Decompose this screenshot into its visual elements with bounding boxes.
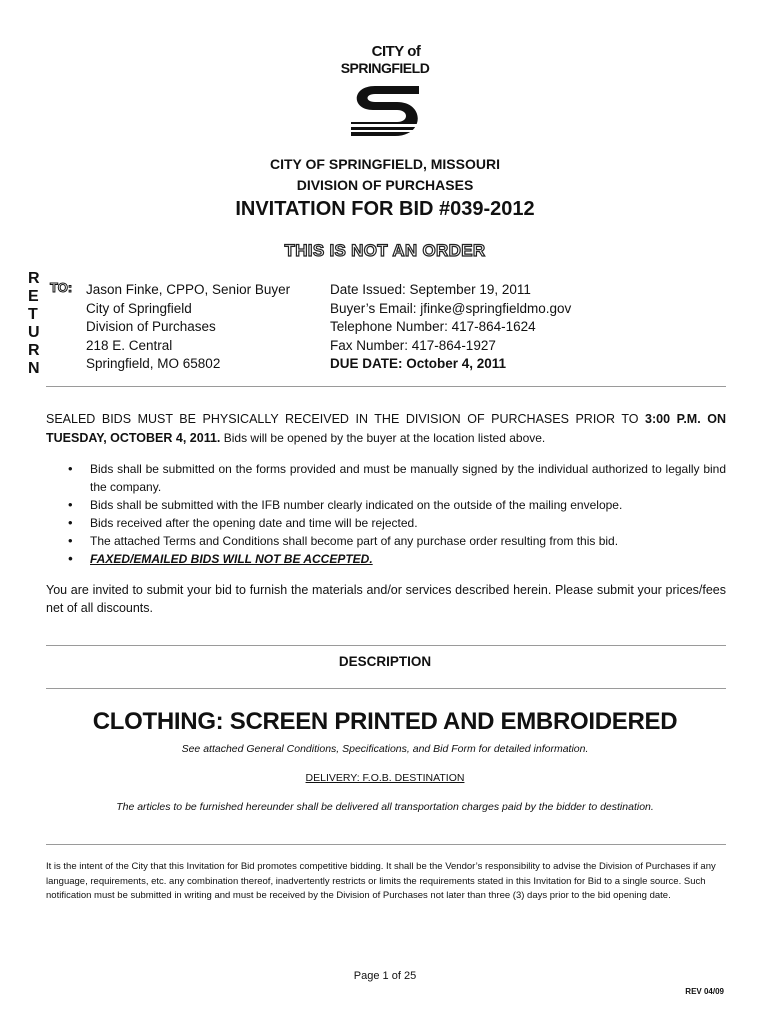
- return-letter: E: [28, 288, 39, 305]
- return-letter: R: [28, 270, 40, 287]
- sealed-bids-notice: [46, 410, 726, 448]
- to-label: TO:: [50, 280, 73, 295]
- return-letter: T: [28, 306, 38, 323]
- bid-requirements-list: [46, 460, 726, 568]
- springfield-s-emblem-icon: [345, 80, 425, 142]
- date-issued: Date Issued: September 19, 2011: [330, 282, 531, 297]
- sealed-deadline: 3:00 P.M. ON TUESDAY, OCTOBER 4, 2011.: [46, 412, 726, 445]
- return-address: [86, 281, 326, 374]
- address-line: City of Springfield: [86, 300, 192, 316]
- address-line: 218 E. Central: [86, 337, 173, 353]
- return-letter: U: [28, 324, 40, 341]
- telephone-number: Telephone Number: 417-864-1624: [330, 319, 536, 334]
- header-division: DIVISION OF PURCHASES: [296, 177, 474, 193]
- delivery-terms: DELIVERY: F.O.B. DESTINATION: [305, 772, 465, 784]
- header-city: CITY OF SPRINGFIELD, MISSOURI: [270, 156, 500, 172]
- list-item: • Bids shall be submitted on the forms provided and must be manually signed by the individual authorized to legally bind the company.: [46, 460, 726, 496]
- intent-paragraph: It is the intent of the City that this Invitation for Bid promotes competitive bidding. It shall be the Vendor’s responsibility to advise the Division of Purchases if any language, requirements, etc. any combination thereof, inadvertently restricts or limits the requirements stated in this Invitation for Bid to a single source. Such notification must be submitted in writing and must be received by the Division of Purchases not later than three (3) days prior to the bid opening date.: [46, 861, 716, 901]
- logo-line1: CITY of: [371, 43, 421, 60]
- delivery-note: The articles to be furnished hereunder shall be delivered all transportation charges paid by the bidder to destination.: [116, 801, 654, 813]
- no-fax-email-notice: FAXED/EMAILED BIDS WILL NOT BE ACCEPTED.: [90, 552, 373, 566]
- divider: [46, 645, 726, 646]
- bid-item-title: CLOTHING: SCREEN PRINTED AND EMBROIDERED: [92, 708, 678, 735]
- divider: [46, 844, 726, 845]
- page-title: INVITATION FOR BID #039-2012: [235, 198, 535, 220]
- revision-label: REV 04/09: [685, 987, 724, 996]
- return-letter: N: [28, 360, 40, 377]
- logo-line2: SPRINGFIELD: [340, 60, 430, 76]
- not-an-order: THIS IS NOT AN ORDER: [284, 241, 486, 260]
- divider: [46, 386, 726, 387]
- address-line: Jason Finke, CPPO, Senior Buyer: [86, 282, 291, 297]
- address-line: Springfield, MO 65802: [86, 356, 221, 371]
- contact-info: [330, 281, 730, 374]
- divider: [46, 688, 726, 689]
- list-item: [46, 550, 726, 568]
- sealed-opening-text: Bids will be opened by the buyer at the location listed above.: [220, 431, 546, 445]
- page-number: Page 1 of 25: [353, 970, 417, 982]
- fax-number: Fax Number: 417-864-1927: [330, 337, 496, 353]
- address-line: Division of Purchases: [86, 319, 216, 334]
- delivery-terms-wrap: [0, 772, 770, 784]
- return-letter: R: [28, 342, 40, 359]
- list-item: • The attached Terms and Conditions shall become part of any purchase order resulting from this bid.: [46, 532, 726, 550]
- city-logo: [300, 44, 470, 144]
- invitation-text: You are invited to submit your bid to furnish the materials and/or services described herein. Please submit your prices/fees net of all discounts.: [46, 583, 726, 615]
- buyer-email: Buyer’s Email: jfinke@springfieldmo.gov: [330, 300, 572, 316]
- description-heading: DESCRIPTION: [338, 654, 432, 669]
- list-item: • Bids received after the opening date and time will be rejected.: [46, 514, 726, 532]
- list-item: • Bids shall be submitted with the IFB number clearly indicated on the outside of the mailing envelope.: [46, 496, 726, 514]
- see-attached-note: See attached General Conditions, Specifications, and Bid Form for detailed information.: [181, 743, 589, 755]
- due-date: DUE DATE: October 4, 2011: [330, 356, 507, 371]
- sealed-notice-text: SEALED BIDS MUST BE PHYSICALLY RECEIVED IN THE DIVISION OF PURCHASES PRIOR TO: [46, 412, 646, 426]
